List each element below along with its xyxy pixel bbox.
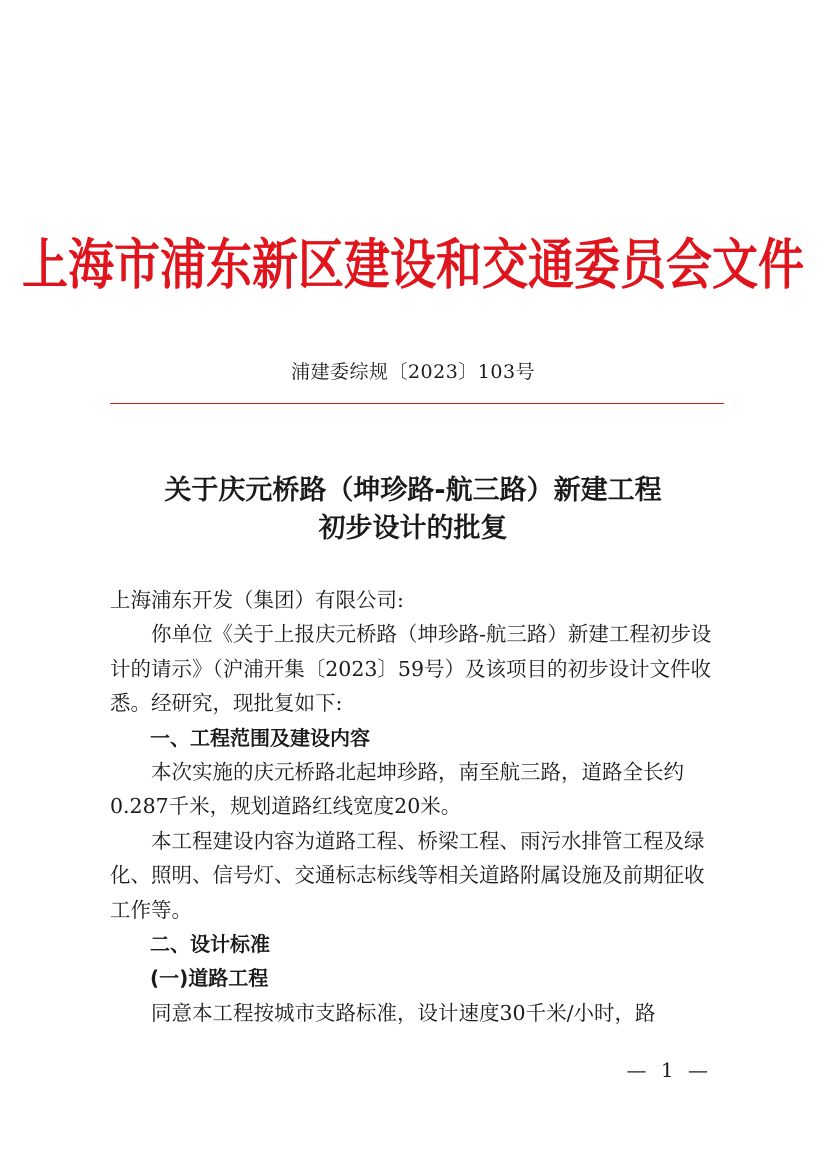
document-number: 浦建委综规〔2023〕103号: [290, 361, 536, 383]
document-title: [0, 472, 826, 548]
intro-paragraph: 你单位《关于上报庆元桥路（坤珍路-航三路）新建工程初步设计的请示》（沪浦开集〔2023〕59号）及该项目的初步设计文件收悉。经研究，现批复如下:: [110, 622, 712, 716]
document-body: [110, 583, 722, 1030]
issuer-header: 上海市浦东新区建设和交通委员会文件: [22, 232, 804, 297]
section-1-heading: 一、工程范围及建设内容: [150, 725, 370, 750]
title-line-1: 关于庆元桥路（坤珍路-航三路）新建工程: [164, 475, 662, 506]
title-line-2: 初步设计的批复: [318, 513, 508, 544]
section-1-paragraph-2: 本工程建设内容为道路工程、桥梁工程、雨污水排管工程及绿化、照明、信号灯、交通标志标线等相关道路附属设施及前期征收工作等。: [110, 828, 705, 922]
section-2-heading: 二、设计标准: [150, 932, 270, 957]
section-1-paragraph-1: 本次实施的庆元桥路北起坤珍路，南至航三路，道路全长约0.287千米，规划道路红线宽度20米。: [110, 760, 684, 819]
section-2-paragraph-1: 同意本工程按城市支路标准，设计速度30千米/小时，路: [151, 1000, 656, 1025]
addressee: 上海浦东开发（集团）有限公司:: [110, 588, 404, 612]
red-divider-line: [110, 403, 724, 404]
section-2-subheading-1: (一)道路工程: [150, 966, 269, 991]
page-number: — 1 —: [626, 1058, 712, 1082]
